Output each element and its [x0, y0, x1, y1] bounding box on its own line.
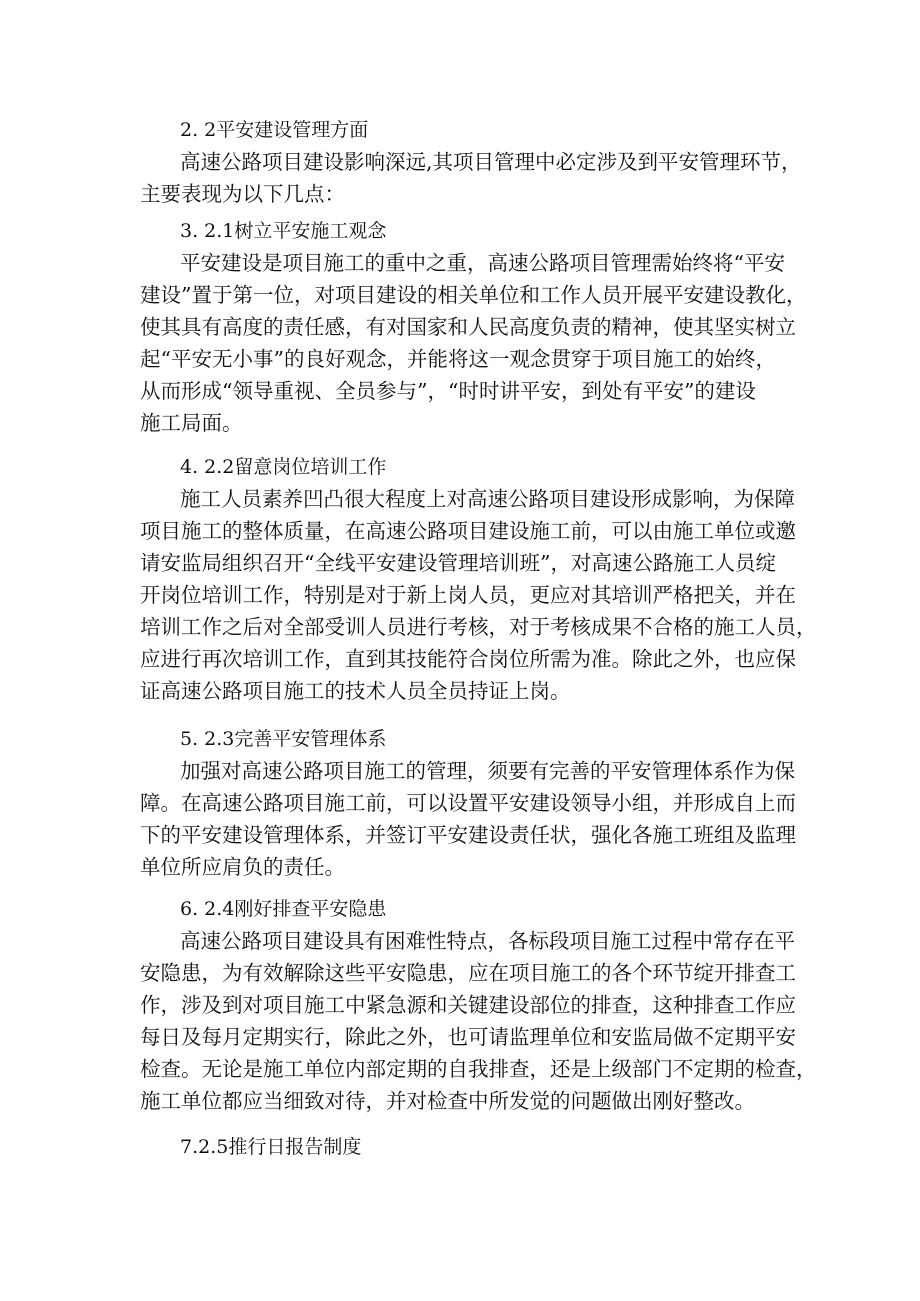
paragraph-line: 下的平安建设管理体系，并签订平安建设责任状，强化各施工班组及监理 — [140, 823, 796, 847]
paragraph-line: 加强对高速公路项目施工的管理，须要有完善的平安管理体系作为保 — [180, 759, 795, 783]
paragraph-line: 培训工作之后对全部受训人员进行考核，对于考核成果不合格的施工人员， — [140, 615, 817, 639]
paragraph-line: 高速公路项目建设具有困难性特点，各标段项目施工过程中常存在平 — [180, 929, 795, 953]
paragraph-line: 每日及每月定期实行，除此之外，也可请监理单位和安监局做不定期平安 — [140, 1025, 796, 1049]
paragraph-line: 主要表现为以下几点： — [140, 182, 345, 206]
section-2-2-training — [140, 451, 817, 707]
section-2-1 — [140, 215, 807, 439]
paragraph-line: 应进行再次培训工作，直到其技能符合岗位所需为准。除此之外，也应保 — [140, 647, 796, 671]
paragraph-line: 作，涉及到对项目施工中紧急源和关键建设部位的排查，这种排查工作应 — [140, 993, 796, 1017]
paragraph-line: 证高速公路项目施工的技术人员全员持证上岗。 — [140, 679, 571, 703]
section-heading: 3. 2.1树立平安施工观念 — [180, 220, 387, 242]
section-2-3 — [140, 723, 796, 883]
paragraph-line: 平安建设是项目施工的重中之重，高速公路项目管理需始终将“平安 — [180, 251, 785, 275]
paragraph-line: 安隐患，为有效解除这些平安隐患，应在项目施工的各个环节绽开排查工 — [140, 961, 796, 985]
section-heading: 7.2.5推行日报告制度 — [180, 1136, 362, 1158]
paragraph-line: 从而形成“领导重视、全员参与”，“时时讲平安，到处有平安”的建设 — [140, 379, 756, 403]
section-2-4 — [140, 893, 817, 1117]
paragraph-line: 起“平安无小事”的良好观念，并能将这一观念贯穿于项目施工的始终， — [140, 347, 776, 371]
paragraph-line: 施工单位都应当细致对待，并对检查中所发觉的问题做出刚好整改。 — [140, 1089, 755, 1113]
section-heading: 5. 2.3完善平安管理体系 — [180, 728, 387, 750]
paragraph-line: 施工人员素养凹凸很大程度上对高速公路项目建设形成影响，为保障 — [180, 487, 795, 511]
paragraph-line: 障。在高速公路项目施工前，可以设置平安建设领导小组，并形成自上而 — [140, 791, 796, 815]
paragraph-line: 单位所应肩负的责任。 — [140, 855, 345, 879]
section-heading: 6. 2.4刚好排查平安隐患 — [180, 898, 387, 920]
paragraph-line: 使其具有高度的责任感，有对国家和人民高度负责的精神，使其坚实树立 — [140, 315, 796, 339]
paragraph-line: 项目施工的整体质量，在高速公路项目建设施工前，可以由施工单位或邀 — [140, 519, 796, 543]
section-heading: 2. 2平安建设管理方面 — [180, 119, 369, 141]
section-heading: 4. 2.2留意岗位培训工作 — [180, 456, 387, 478]
paragraph-line: 建设”置于第一位，对项目建设的相关单位和工作人员开展平安建设教化， — [140, 283, 807, 307]
paragraph-line: 开岗位培训工作，特别是对于新上岗人员，更应对其培训严格把关，并在 — [140, 583, 796, 607]
paragraph-line: 高速公路项目建设影响深远,其项目管理中必定涉及到平安管理环节， — [180, 150, 802, 174]
paragraph-line: 施工局面。 — [140, 411, 243, 435]
section-2-5 — [140, 1131, 790, 1163]
paragraph-line: 检查。无论是施工单位内部定期的自我排查，还是上级部门不定期的检查， — [140, 1057, 817, 1081]
paragraph-line: 请安监局组织召开“全线平安建设管理培训班”，对高速公路施工人员绽 — [140, 551, 776, 575]
section-2-2 — [140, 114, 802, 210]
